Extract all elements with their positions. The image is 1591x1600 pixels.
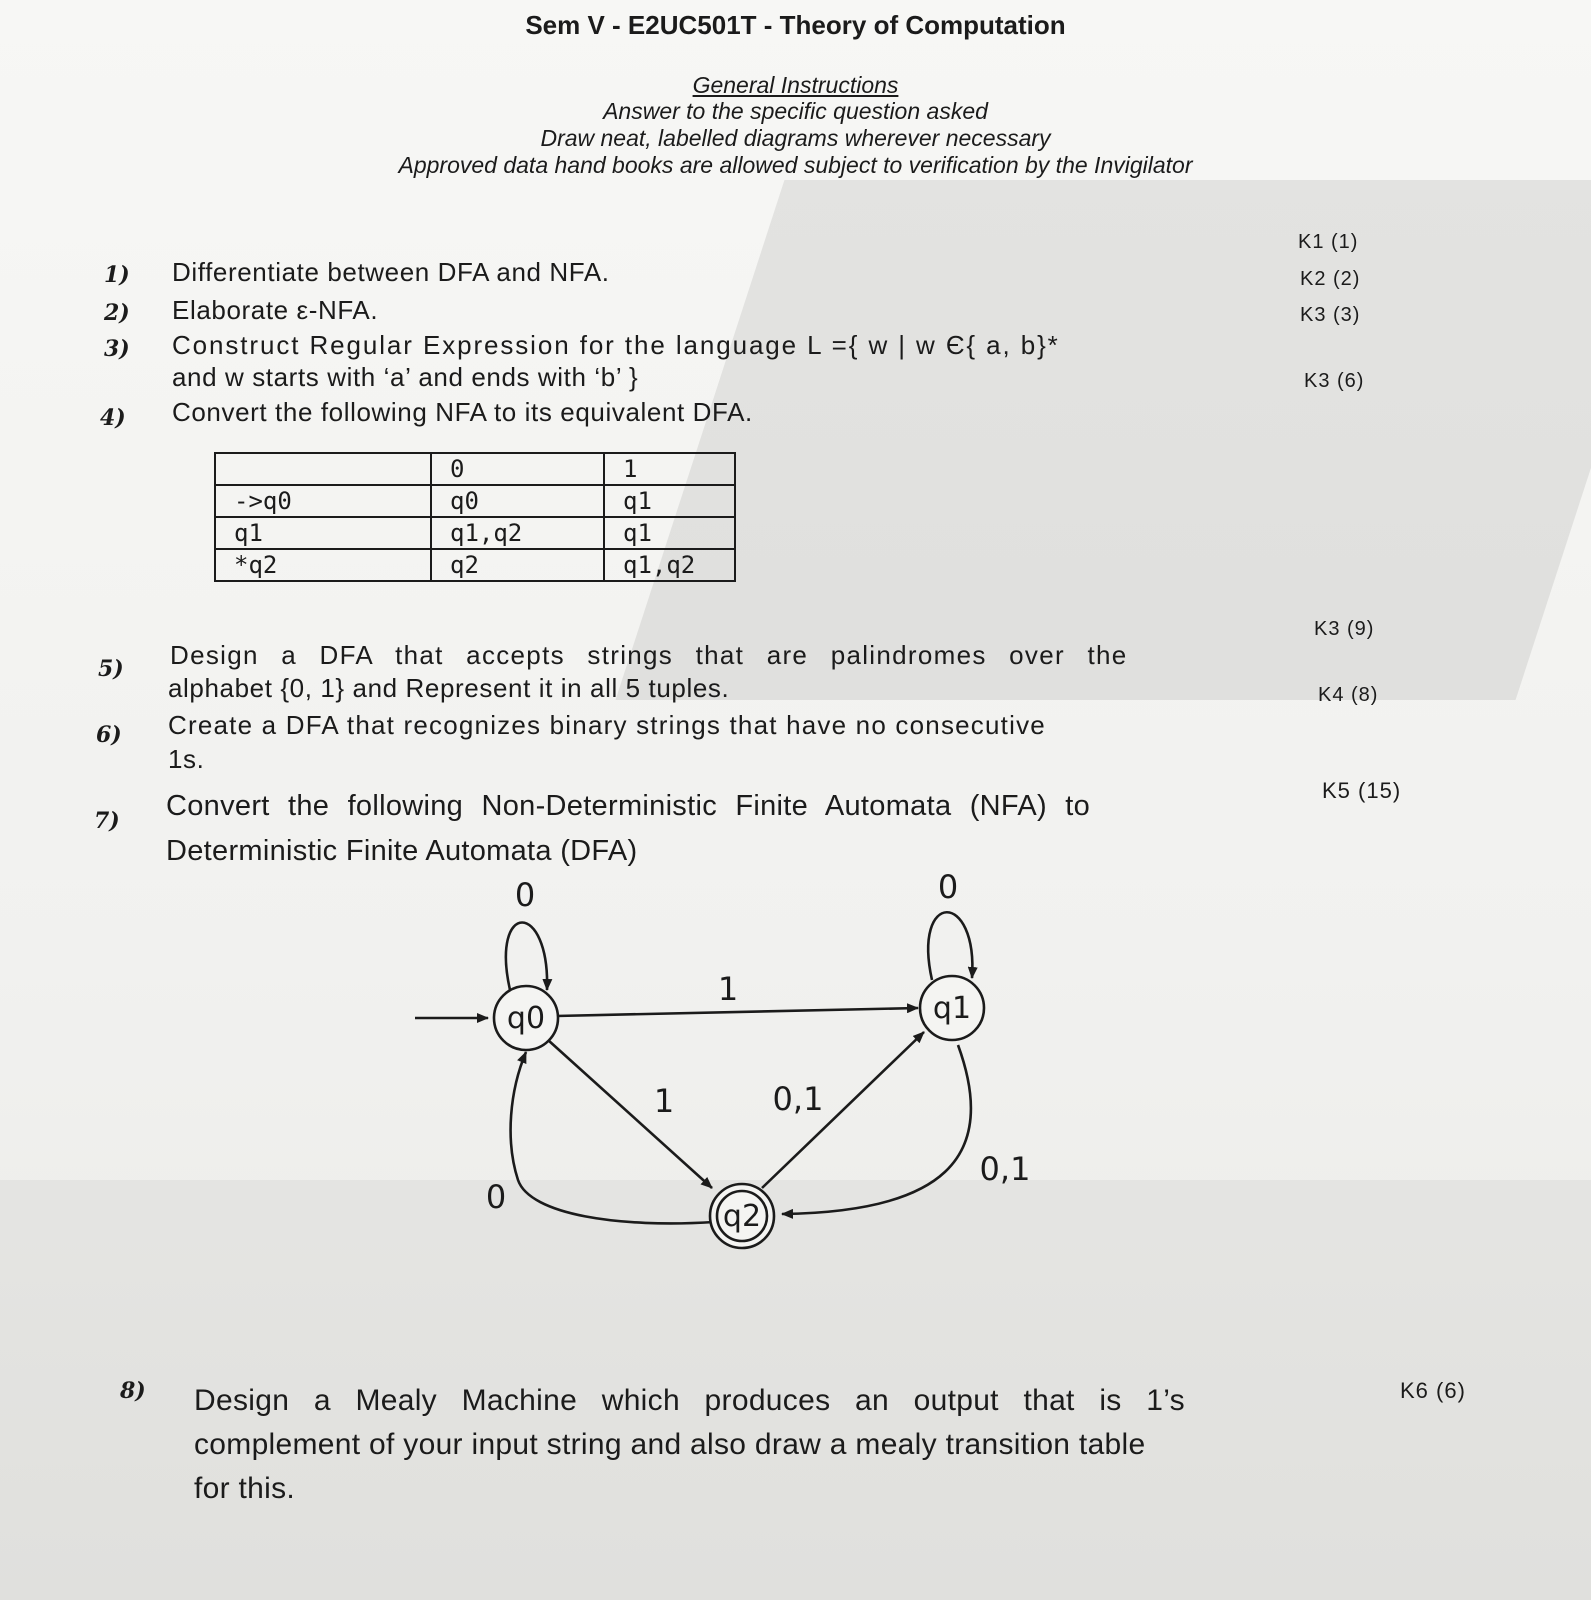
question-text: complement of your input string and also draw a mealy transition table xyxy=(194,1428,1146,1461)
question-marks: K2 (2) xyxy=(1300,268,1361,290)
table-cell: q1,q2 xyxy=(431,517,604,549)
question-number: 4) xyxy=(100,405,126,431)
table-header-cell: 0 xyxy=(431,453,604,485)
question-text: Differentiate between DFA and NFA. xyxy=(172,257,610,287)
question-text: 1s. xyxy=(168,744,205,774)
edge-q2-q0 xyxy=(511,1052,714,1223)
question-text: alphabet {0, 1} and Represent it in all 5 tuples. xyxy=(168,673,730,703)
question-text: Create a DFA that recognizes binary strings that have no consecutive xyxy=(168,710,1046,740)
edge-q1-q2 xyxy=(782,1045,971,1214)
question-number: 2) xyxy=(104,300,130,326)
question-marks: K3 (9) xyxy=(1314,618,1375,640)
table-cell: q1 xyxy=(604,485,735,517)
question-marks: K1 (1) xyxy=(1298,231,1359,253)
edge-label: 0 xyxy=(514,876,536,914)
table-cell: ->q0 xyxy=(215,485,431,517)
question-marks: K6 (6) xyxy=(1400,1378,1466,1403)
table-header-cell: 1 xyxy=(604,453,735,485)
page-title: Sem V - E2UC501T - Theory of Computation xyxy=(525,10,1066,40)
question-marks: K3 (6) xyxy=(1304,370,1365,392)
edge-q0-q1 xyxy=(556,1008,918,1016)
table-cell: *q2 xyxy=(215,549,431,581)
state-label: q1 xyxy=(932,991,972,1026)
question-text: Convert the following Non-Deterministic Finite Automata (NFA) to xyxy=(166,790,1091,822)
question-number: 5) xyxy=(98,656,124,682)
question-text: for this. xyxy=(194,1472,296,1505)
question-text: Design a Mealy Machine which produces an output that is 1’s xyxy=(194,1384,1185,1417)
edge-label: 0 xyxy=(485,1178,507,1216)
question-number: 8) xyxy=(120,1378,146,1404)
question-marks: K5 (15) xyxy=(1322,778,1402,803)
table-cell: q0 xyxy=(431,485,604,517)
question-text: Deterministic Finite Automata (DFA) xyxy=(166,835,638,867)
question-number: 7) xyxy=(94,808,120,834)
question-number: 6) xyxy=(96,722,122,748)
question-number: 1) xyxy=(104,262,130,288)
question-text: and w starts with ‘a’ and ends with ‘b’ } xyxy=(172,362,639,392)
question-number: 3) xyxy=(104,336,130,362)
question-text: Construct Regular Expression for the language L ={ w | w Є{ a, b}* xyxy=(172,330,1060,360)
edge-q0-q2 xyxy=(548,1040,712,1188)
question-marks: K4 (8) xyxy=(1318,684,1379,706)
state-label: q2 xyxy=(722,1199,762,1234)
question-marks: K3 (3) xyxy=(1300,304,1361,326)
question-text: Design a DFA that accepts strings that are palindromes over the xyxy=(170,640,1128,670)
table-cell: q1 xyxy=(215,517,431,549)
instruction-line: Answer to the specific question asked xyxy=(603,98,988,124)
edge-label: 1 xyxy=(653,1082,675,1120)
edge-label: 0 xyxy=(937,868,959,906)
instructions-heading: General Instructions xyxy=(692,72,899,98)
question-text: Convert the following NFA to its equivalent DFA. xyxy=(172,397,753,427)
q1-self-loop xyxy=(928,912,972,980)
table-cell: q1 xyxy=(604,517,735,549)
instruction-line: Approved data hand books are allowed subject to verification by the Invigilator xyxy=(398,152,1193,178)
question-text: Elaborate ε-NFA. xyxy=(172,295,379,325)
edge-label: 0,1 xyxy=(772,1080,824,1118)
edge-label: 0,1 xyxy=(979,1150,1031,1188)
table-cell: q1,q2 xyxy=(604,549,735,581)
q0-self-loop xyxy=(506,923,547,991)
state-label: q0 xyxy=(506,1001,546,1036)
instruction-line: Draw neat, labelled diagrams wherever necessary xyxy=(540,125,1051,151)
edge-label: 1 xyxy=(717,970,739,1008)
table-cell: q2 xyxy=(431,549,604,581)
